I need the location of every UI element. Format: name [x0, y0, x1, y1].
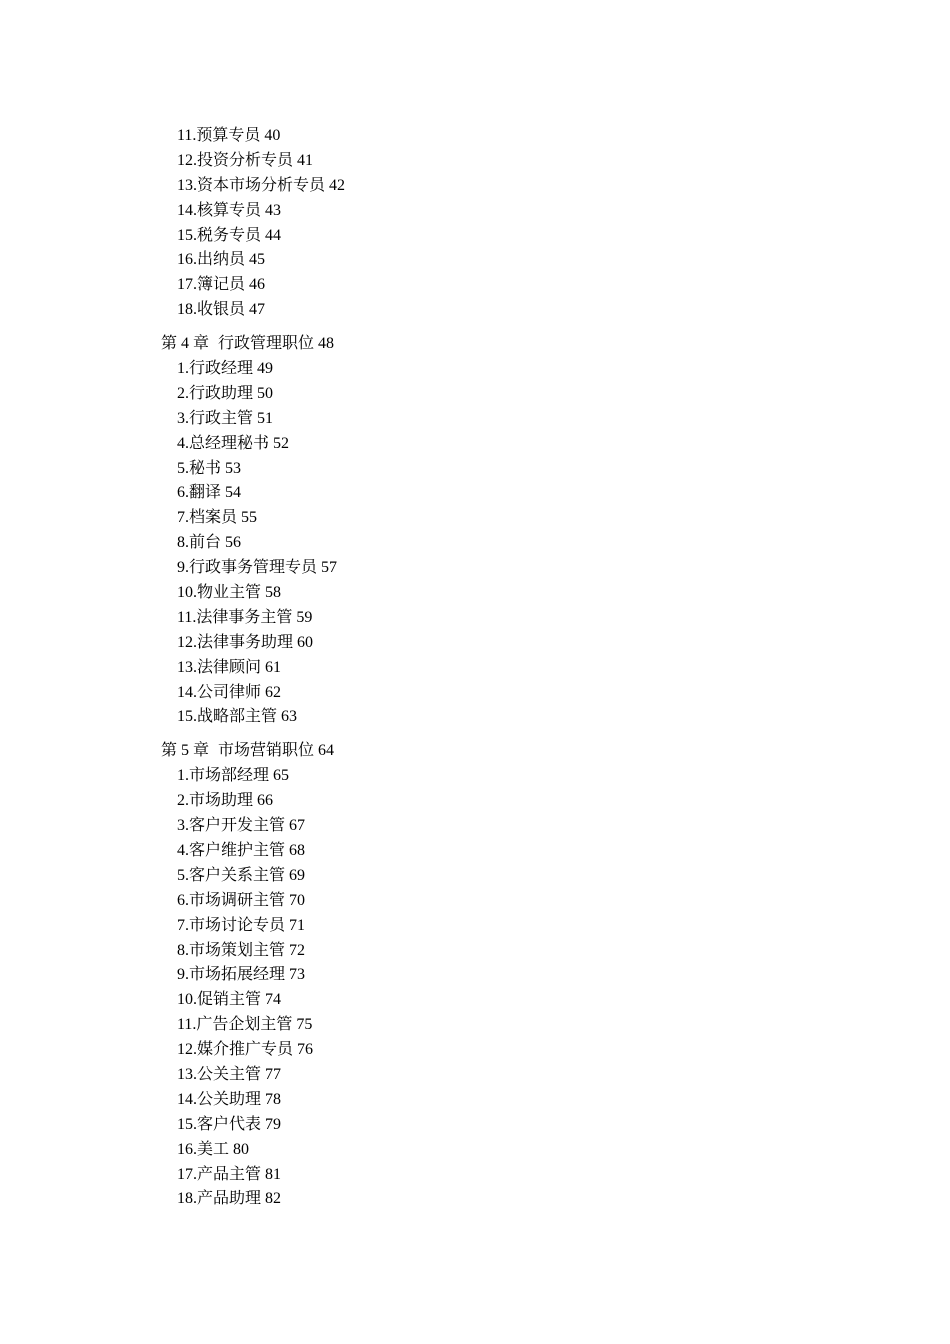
- page-number: 50: [257, 384, 274, 402]
- page-number: 56: [225, 534, 242, 552]
- toc-entry[interactable]: [161, 298, 861, 323]
- toc-entry[interactable]: [161, 432, 861, 457]
- chapter-title: 市场营销职位: [218, 742, 315, 760]
- page-number: 82: [265, 1190, 282, 1208]
- page-number: 54: [225, 484, 242, 502]
- entry-title: 16.美工: [177, 1140, 230, 1158]
- toc-entry[interactable]: [161, 1013, 861, 1038]
- entry-title: 7.档案员: [177, 509, 238, 527]
- page-number: 76: [297, 1041, 314, 1059]
- entry-title: 17.簿记员: [177, 276, 246, 294]
- toc-entry[interactable]: [161, 506, 861, 531]
- entry-title: 10.促销主管: [177, 991, 262, 1009]
- entry-title: 18.产品助理: [177, 1190, 262, 1208]
- page-number: 55: [241, 509, 258, 527]
- toc-entry[interactable]: [161, 199, 861, 224]
- entry-title: 15.客户代表: [177, 1115, 262, 1133]
- chapter-number: 第 4 章: [161, 335, 210, 353]
- entry-title: 12.媒介推广专员: [177, 1041, 294, 1059]
- entry-title: 14.公司律师: [177, 683, 262, 701]
- entry-title: 13.法律顾问: [177, 658, 262, 676]
- toc-entry[interactable]: [161, 273, 861, 298]
- toc-entry[interactable]: [161, 357, 861, 382]
- toc-entry[interactable]: [161, 248, 861, 273]
- page-number: 79: [265, 1115, 282, 1133]
- page-number: 67: [289, 817, 306, 835]
- page-number: 61: [265, 658, 282, 676]
- page-number: 81: [265, 1165, 282, 1183]
- toc-entry[interactable]: [161, 656, 861, 681]
- toc-entry[interactable]: [161, 988, 861, 1013]
- toc-entry[interactable]: [161, 224, 861, 249]
- entry-title: 5.客户关系主管: [177, 866, 286, 884]
- entry-title: 8.前台: [177, 534, 222, 552]
- entry-title: 17.产品主管: [177, 1165, 262, 1183]
- toc-entry[interactable]: [161, 531, 861, 556]
- toc-entry[interactable]: [161, 889, 861, 914]
- entry-title: 7.市场讨论专员: [177, 916, 286, 934]
- page-number: 75: [296, 1016, 313, 1034]
- toc-entry[interactable]: [161, 914, 861, 939]
- toc-entry[interactable]: [161, 124, 861, 149]
- chapter-number: 第 5 章: [161, 742, 210, 760]
- toc-entry[interactable]: [161, 1038, 861, 1063]
- entry-title: 3.行政主管: [177, 409, 254, 427]
- page-number: 57: [321, 559, 338, 577]
- table-of-contents: [161, 124, 861, 1212]
- chapter-title: 行政管理职位: [218, 335, 315, 353]
- page-number: 68: [289, 841, 306, 859]
- page-number: 48: [318, 335, 335, 353]
- toc-entry[interactable]: [161, 149, 861, 174]
- entry-title: 4.总经理秘书: [177, 434, 270, 452]
- entry-title: 12.法律事务助理: [177, 633, 294, 651]
- entry-title: 15.税务专员: [177, 226, 262, 244]
- entry-title: 5.秘书: [177, 459, 222, 477]
- entry-title: 12.投资分析专员: [177, 151, 294, 169]
- entry-title: 9.行政事务管理专员: [177, 559, 318, 577]
- page-number: 62: [265, 683, 282, 701]
- page-number: 65: [273, 767, 290, 785]
- chapter-heading[interactable]: [161, 332, 861, 357]
- entry-title: 9.市场拓展经理: [177, 966, 286, 984]
- chapter-heading[interactable]: [161, 739, 861, 764]
- entry-title: 16.出纳员: [177, 251, 246, 269]
- entry-title: 15.战略部主管: [177, 708, 278, 726]
- page-number: 52: [273, 434, 290, 452]
- entry-title: 11.法律事务主管: [177, 608, 293, 626]
- entry-title: 11.预算专员: [177, 127, 261, 144]
- toc-entry[interactable]: [161, 1063, 861, 1088]
- page-number: 69: [289, 866, 306, 884]
- toc-entry[interactable]: [161, 581, 861, 606]
- page-number: 41: [297, 151, 314, 169]
- page-number: 51: [257, 409, 274, 427]
- toc-entry[interactable]: [161, 407, 861, 432]
- entry-title: 1.市场部经理: [177, 767, 270, 785]
- entry-title: 18.收银员: [177, 301, 246, 319]
- page-number: 72: [289, 941, 306, 959]
- page-number: 73: [289, 966, 306, 984]
- page-number: 60: [297, 633, 314, 651]
- toc-entry[interactable]: [161, 764, 861, 789]
- entry-title: 1.行政经理: [177, 360, 254, 378]
- page-number: 77: [265, 1065, 282, 1083]
- toc-entry[interactable]: [161, 1138, 861, 1163]
- entry-title: 2.市场助理: [177, 792, 254, 810]
- toc-entry[interactable]: [161, 705, 861, 730]
- page-number: 58: [265, 584, 282, 602]
- page-number: 44: [265, 226, 282, 244]
- toc-entry[interactable]: [161, 681, 861, 706]
- page-number: 40: [264, 127, 281, 144]
- toc-entry[interactable]: [161, 1113, 861, 1138]
- toc-entry[interactable]: [161, 939, 861, 964]
- entry-title: 3.客户开发主管: [177, 817, 286, 835]
- toc-entry[interactable]: [161, 1187, 861, 1212]
- entry-title: 8.市场策划主管: [177, 941, 286, 959]
- toc-entry[interactable]: [161, 1163, 861, 1188]
- page-number: 70: [289, 891, 306, 909]
- entry-title: 13.资本市场分析专员: [177, 176, 326, 194]
- entry-title: 6.市场调研主管: [177, 891, 286, 909]
- toc-entry[interactable]: [161, 963, 861, 988]
- page-number: 64: [318, 742, 335, 760]
- entry-title: 6.翻译: [177, 484, 222, 502]
- toc-entry[interactable]: [161, 814, 861, 839]
- page-number: 46: [249, 276, 266, 294]
- page-number: 74: [265, 991, 282, 1009]
- page-number: 43: [265, 201, 282, 219]
- page-number: 63: [281, 708, 298, 726]
- toc-entry[interactable]: [161, 864, 861, 889]
- page-number: 71: [289, 916, 306, 934]
- entry-title: 13.公关主管: [177, 1065, 262, 1083]
- page-number: 53: [225, 459, 242, 477]
- page-number: 78: [265, 1090, 282, 1108]
- toc-entry[interactable]: [161, 839, 861, 864]
- page-number: 42: [329, 176, 346, 194]
- toc-entry[interactable]: [161, 556, 861, 581]
- entry-title: 10.物业主管: [177, 584, 262, 602]
- page-number: 80: [233, 1140, 250, 1158]
- toc-entry[interactable]: [161, 457, 861, 482]
- page-number: 45: [249, 251, 266, 269]
- toc-entry[interactable]: [161, 174, 861, 199]
- entry-title: 2.行政助理: [177, 384, 254, 402]
- toc-entry[interactable]: [161, 382, 861, 407]
- toc-entry[interactable]: [161, 631, 861, 656]
- entry-title: 11.广告企划主管: [177, 1016, 293, 1034]
- page-number: 66: [257, 792, 274, 810]
- entry-title: 4.客户维护主管: [177, 841, 286, 859]
- entry-title: 14.公关助理: [177, 1090, 262, 1108]
- toc-entry[interactable]: [161, 789, 861, 814]
- page-number: 49: [257, 360, 274, 378]
- page-number: 59: [296, 608, 313, 626]
- page-number: 47: [249, 301, 266, 319]
- toc-entry[interactable]: [161, 481, 861, 506]
- toc-entry[interactable]: [161, 606, 861, 631]
- toc-entry[interactable]: [161, 1088, 861, 1113]
- entry-title: 14.核算专员: [177, 201, 262, 219]
